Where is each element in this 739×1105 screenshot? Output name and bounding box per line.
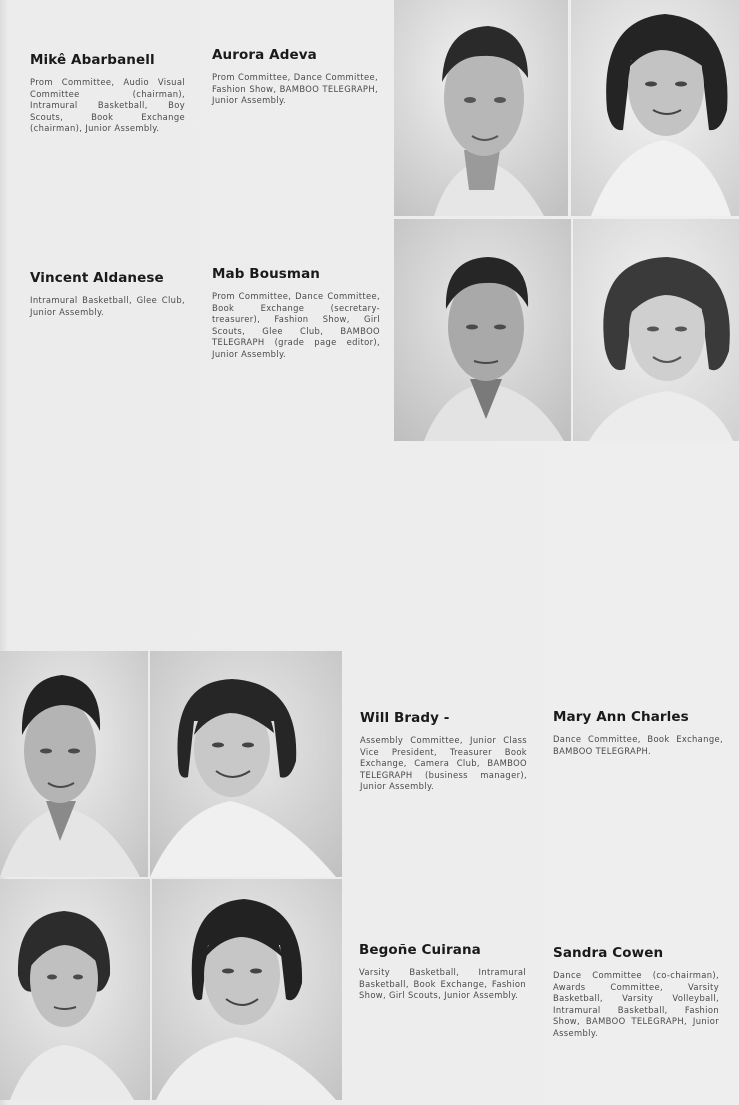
student-name: Sandra Cowen [553, 945, 664, 961]
student-activities: Dance Committee (co-chairman), Awards Committee, Varsity Basketball, Varsity Volleyball, Intramural Basketball, Fashion Show, BAMBOO TELEGRAPH, Junior Assembly. [553, 970, 719, 1038]
portrait-photo-bousman [573, 219, 739, 441]
student-entry-adeva [212, 47, 378, 107]
student-entry-aldanese [30, 270, 185, 318]
student-name: Mikê Abarbanell [30, 52, 155, 68]
portrait-photo-brady [0, 651, 148, 877]
student-entry-charles [553, 709, 723, 757]
portrait-photo-adeva [571, 0, 739, 216]
student-name: Mary Ann Charles [553, 709, 689, 725]
student-activities: Prom Committee, Dance Committee, Book Exchange (secretary-treasurer), Fashion Show, Girl Scouts, Glee Club, BAMBOO TELEGRAPH (grade page editor), Junior Assembly. [212, 291, 380, 359]
student-name: Begoñe Cuirana [359, 942, 481, 958]
portrait-photo-abarbanell [394, 0, 568, 216]
student-entry-abarbanell [30, 52, 185, 135]
student-name: Vincent Aldanese [30, 270, 164, 286]
student-entry-cowen [553, 945, 719, 1040]
student-activities: Dance Committee, Book Exchange, BAMBOO TELEGRAPH. [553, 734, 723, 756]
student-name: Mab Bousman [212, 266, 321, 282]
student-activities: Prom Committee, Dance Committee, Fashion Show, BAMBOO TELEGRAPH, Junior Assembly. [212, 72, 378, 106]
portrait-photo-aldanese [394, 219, 571, 441]
student-entry-brady [360, 710, 527, 793]
student-entry-cuirana [359, 942, 526, 1002]
portrait-photo-cowen [152, 879, 342, 1100]
student-activities: Prom Committee, Audio Visual Committee (chairman), Intramural Basketball, Boy Scouts, Book Exchange (chairman), Junior Assembly. [30, 77, 185, 134]
student-activities: Varsity Basketball, Intramural Basketball, Book Exchange, Fashion Show, Girl Scouts, Junior Assembly. [359, 967, 526, 1001]
portrait-photo-cuirana [0, 879, 150, 1100]
student-activities: Assembly Committee, Junior Class Vice President, Treasurer Book Exchange, Camera Club, BAMBOO TELEGRAPH (business manager), Junior Assembly. [360, 735, 527, 792]
student-name: Will Brady - [360, 710, 450, 726]
portrait-photo-charles [150, 651, 342, 877]
student-activities: Intramural Basketball, Glee Club, Junior Assembly. [30, 295, 185, 317]
student-entry-bousman [212, 266, 380, 361]
student-name: Aurora Adeva [212, 47, 317, 63]
